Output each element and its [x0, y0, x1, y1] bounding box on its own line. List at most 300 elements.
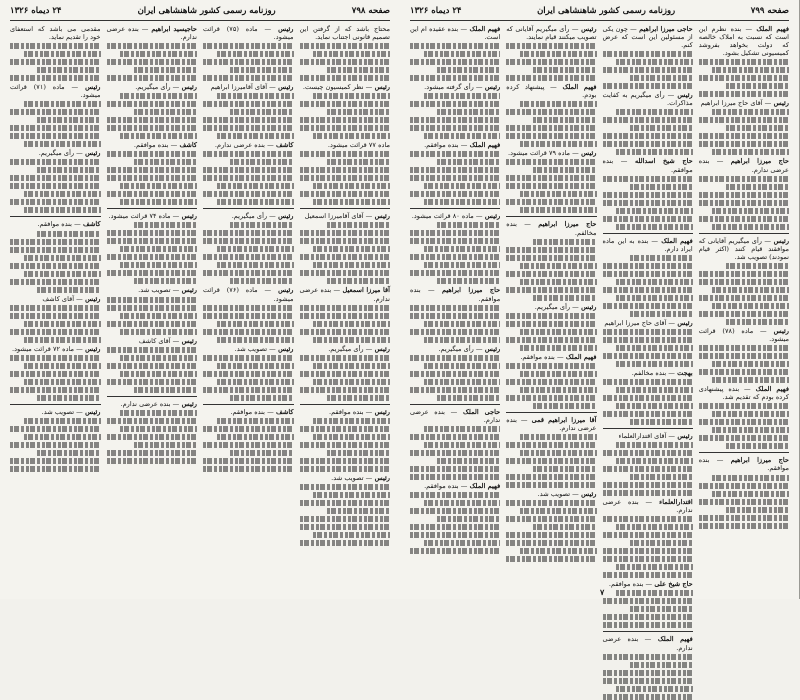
paragraph-text: — ماده (۷۵) قرائت میشود.: [203, 25, 294, 42]
text-line-texture: [616, 59, 693, 65]
text-line-texture: [699, 435, 789, 441]
text-line-texture: [603, 622, 693, 628]
text-line-texture: [699, 279, 789, 285]
text-line-texture: [410, 305, 500, 311]
left-page-number: ۷: [600, 587, 605, 597]
text-line-texture: [24, 207, 101, 213]
text-line-texture: [410, 117, 500, 123]
text-line-texture: [506, 516, 596, 522]
column-paragraph: [203, 25, 294, 41]
text-line-texture: [506, 183, 596, 189]
column-rule: [603, 233, 693, 234]
column-paragraph: [203, 83, 294, 91]
text-line-texture: [107, 117, 198, 123]
text-line-texture: [506, 255, 596, 261]
text-line-texture: [300, 151, 391, 157]
text-line-texture: [313, 183, 390, 189]
column-paragraph: [410, 345, 500, 353]
paragraph-text: — بنده مخالفم.: [506, 220, 597, 237]
text-line-texture: [120, 426, 197, 432]
text-line-texture: [120, 133, 197, 139]
text-line-texture: [230, 395, 293, 401]
text-line-texture: [410, 43, 500, 49]
text-line-texture: [230, 222, 293, 228]
speaker-name: فهیم الملک: [651, 635, 693, 644]
text-line-texture: [327, 109, 390, 115]
text-line-texture: [506, 133, 596, 139]
right-columns: [10, 25, 390, 585]
text-line-texture: [506, 313, 596, 319]
text-line-texture: [630, 419, 693, 425]
text-line-texture: [699, 200, 789, 206]
speaker-name: رئیس: [82, 149, 101, 158]
text-line-texture: [217, 418, 294, 424]
column-paragraph: [410, 83, 500, 91]
text-line-texture: [10, 279, 101, 285]
left-column-4: [410, 25, 500, 585]
text-line-texture: [217, 51, 294, 57]
column-paragraph: [203, 345, 294, 353]
text-line-texture: [630, 255, 693, 261]
text-line-texture: [699, 403, 789, 409]
speaker-name: فهیم الملک: [563, 352, 597, 361]
text-line-texture: [520, 548, 597, 554]
text-line-texture: [300, 191, 391, 197]
paragraph-text: — رأی میگیریم.: [438, 344, 483, 353]
text-line-texture: [134, 387, 197, 393]
text-line-texture: [203, 426, 294, 432]
text-line-texture: [203, 191, 294, 197]
text-line-texture: [699, 419, 789, 425]
text-line-texture: [616, 295, 693, 301]
text-line-texture: [437, 222, 500, 228]
text-line-texture: [699, 295, 789, 301]
text-line-texture: [300, 329, 391, 335]
text-line-texture: [616, 442, 693, 448]
text-line-texture: [107, 363, 198, 369]
text-line-texture: [506, 75, 596, 81]
speaker-name: رئیس: [482, 83, 501, 92]
left-page: [400, 0, 800, 652]
text-line-texture: [699, 117, 789, 123]
text-line-texture: [24, 379, 101, 385]
text-line-texture: [300, 75, 391, 81]
text-line-texture: [699, 483, 789, 489]
text-line-texture: [300, 524, 391, 530]
speaker-name: فهیم الملک: [467, 141, 501, 150]
right-running-head: [10, 6, 390, 21]
speaker-name: کاشف: [177, 141, 197, 150]
text-line-texture: [313, 363, 390, 369]
text-line-texture: [300, 270, 391, 276]
paragraph-text: — ماده ۷۹ قرائت میشود.: [508, 149, 579, 158]
text-line-texture: [630, 75, 693, 81]
left-header-title: روزنامه رسمی کشور شاهنشاهی ایران: [537, 6, 676, 16]
paragraph-text: — آقای کاشف: [42, 294, 83, 303]
text-line-texture: [10, 159, 101, 165]
speaker-name: رئیس: [372, 344, 390, 353]
text-line-texture: [506, 59, 596, 65]
text-line-texture: [437, 516, 500, 522]
column-paragraph: [506, 416, 596, 432]
paragraph-text: — بنده موافقم.: [133, 141, 178, 150]
text-line-texture: [120, 199, 197, 205]
text-line-texture: [24, 434, 101, 440]
text-line-texture: [134, 222, 197, 228]
text-line-texture: [712, 475, 789, 481]
speaker-name: رئیس: [82, 294, 101, 303]
paragraph-text: — رأی میگیریم آقایانی که تصویب میکنند قیام نمایند.: [506, 25, 597, 42]
text-line-texture: [410, 238, 500, 244]
paragraph-text: — بنده موافقم.: [520, 352, 564, 361]
column-paragraph: [410, 141, 500, 149]
right-header-date: ۲۴ دیماه ۱۳۲۶: [10, 6, 62, 16]
text-line-texture: [203, 75, 294, 81]
speaker-name: حاج میرزا ابراهیم: [723, 157, 789, 166]
right-column-1: [300, 25, 391, 585]
paragraph-text: — ماده (۷۸) قرائت میشود.: [698, 326, 789, 344]
text-line-texture: [726, 184, 789, 190]
text-line-texture: [10, 133, 101, 139]
column-paragraph: [506, 490, 596, 498]
text-line-texture: [24, 101, 101, 107]
text-line-texture: [616, 524, 693, 530]
text-line-texture: [437, 458, 500, 464]
text-line-texture: [203, 371, 294, 377]
left-header-date: ۲۴ دیماه ۱۳۲۶: [410, 6, 462, 16]
text-line-texture: [699, 192, 789, 198]
text-line-texture: [424, 51, 501, 57]
paragraph-text: — بنده به این ماده ایراد دارم.: [602, 236, 693, 253]
text-line-texture: [603, 598, 693, 604]
text-line-texture: [520, 101, 597, 107]
text-line-texture: [313, 418, 390, 424]
text-line-texture: [37, 395, 100, 401]
column-rule: [410, 208, 500, 209]
text-line-texture: [107, 191, 198, 197]
text-line-texture: [24, 51, 101, 57]
text-line-texture: [410, 230, 500, 236]
text-line-texture: [10, 109, 101, 115]
column-paragraph: [603, 25, 693, 49]
text-line-texture: [712, 491, 789, 497]
column-paragraph: [107, 337, 198, 345]
text-line-texture: [107, 101, 198, 107]
speaker-name: رئیس: [275, 83, 294, 92]
text-line-texture: [603, 614, 693, 620]
text-line-texture: [107, 297, 198, 303]
text-line-texture: [437, 159, 500, 165]
text-line-texture: [107, 175, 198, 181]
speaker-name: حاجی الملک: [457, 407, 501, 416]
text-line-texture: [603, 287, 693, 293]
column-rule: [300, 404, 391, 405]
speaker-name: رئیس: [82, 407, 101, 416]
text-line-texture: [506, 175, 596, 181]
paragraph-text: — بنده عرضی ندارم.: [120, 399, 180, 408]
text-line-texture: [533, 524, 596, 530]
text-line-texture: [203, 167, 294, 173]
text-line-texture: [203, 270, 294, 276]
text-line-texture: [300, 43, 391, 49]
text-line-texture: [203, 305, 294, 311]
text-line-texture: [24, 363, 101, 369]
text-line-texture: [603, 490, 693, 496]
text-line-texture: [230, 109, 293, 115]
speaker-name: آقا میرزا اسمعیل: [340, 286, 390, 295]
text-line-texture: [603, 192, 693, 198]
text-line-texture: [10, 239, 101, 245]
text-line-texture: [300, 426, 391, 432]
text-line-texture: [533, 239, 596, 245]
speaker-name: رئیس: [770, 236, 789, 245]
paragraph-text: — بنده عرضی ندارم.: [214, 141, 274, 150]
speaker-name: رئیس: [372, 407, 390, 416]
text-line-texture: [726, 507, 789, 513]
text-line-texture: [616, 686, 693, 692]
paragraph-text: — بنده عرضی ندارم.: [299, 286, 390, 303]
speaker-name: فهیم الملک: [467, 25, 501, 33]
text-line-texture: [603, 337, 693, 343]
text-line-texture: [506, 363, 596, 369]
text-line-texture: [520, 191, 597, 197]
text-line-texture: [313, 492, 390, 498]
paragraph-text: — بنده موافقم.: [230, 407, 274, 416]
text-line-texture: [203, 151, 294, 157]
text-line-texture: [10, 199, 101, 205]
text-line-texture: [603, 532, 693, 538]
text-line-texture: [520, 387, 597, 393]
text-line-texture: [107, 43, 198, 49]
text-line-texture: [203, 313, 294, 319]
text-line-texture: [300, 59, 391, 65]
text-line-texture: [203, 442, 294, 448]
column-rule: [410, 404, 500, 405]
text-line-texture: [630, 125, 693, 131]
text-line-texture: [313, 434, 390, 440]
text-line-texture: [424, 442, 501, 448]
speaker-name: فهیم الملک: [556, 83, 597, 92]
text-line-texture: [410, 191, 500, 197]
speaker-name: حاج میرزا ابراهیم: [723, 456, 789, 465]
text-line-texture: [699, 216, 789, 222]
column-paragraph: [10, 25, 101, 41]
text-line-texture: [616, 590, 693, 596]
text-line-texture: [300, 516, 391, 522]
text-line-texture: [327, 67, 390, 73]
text-line-texture: [603, 482, 693, 488]
column-paragraph: [506, 303, 596, 311]
text-line-texture: [603, 670, 693, 676]
column-paragraph: [107, 25, 198, 41]
text-line-texture: [107, 458, 198, 464]
text-line-texture: [506, 540, 596, 546]
text-line-texture: [300, 125, 391, 131]
text-line-texture: [10, 263, 101, 269]
text-line-texture: [107, 75, 198, 81]
text-line-texture: [616, 345, 693, 351]
text-line-texture: [533, 295, 596, 301]
text-line-texture: [203, 329, 294, 335]
text-line-texture: [107, 59, 198, 65]
speaker-name: حاج شیخ اسدالله: [627, 157, 693, 166]
text-line-texture: [120, 246, 197, 252]
paragraph-text: — بنده موافقم.: [698, 456, 789, 473]
text-line-texture: [120, 262, 197, 268]
text-line-texture: [712, 427, 789, 433]
text-line-texture: [603, 572, 693, 578]
text-line-texture: [712, 208, 789, 214]
speaker-name: حاجیسید ابراهیم: [148, 25, 197, 33]
column-paragraph: [300, 141, 391, 149]
text-line-texture: [424, 246, 501, 252]
text-line-texture: [616, 564, 693, 570]
column-paragraph: [603, 369, 693, 377]
text-line-texture: [616, 458, 693, 464]
column-rule: [603, 631, 693, 632]
text-line-texture: [24, 418, 101, 424]
text-line-texture: [712, 287, 789, 293]
text-line-texture: [712, 224, 789, 230]
text-line-texture: [712, 361, 789, 367]
speaker-name: رئیس: [275, 212, 294, 221]
text-line-texture: [603, 548, 693, 554]
text-line-texture: [630, 540, 693, 546]
text-line-texture: [712, 377, 789, 383]
text-line-texture: [203, 101, 294, 107]
text-line-texture: [217, 133, 294, 139]
text-line-texture: [603, 303, 693, 309]
text-line-texture: [300, 305, 391, 311]
column-paragraph: [10, 295, 101, 303]
speaker-name: رئیس: [578, 302, 597, 311]
text-line-texture: [726, 319, 789, 325]
text-line-texture: [10, 59, 101, 65]
text-line-texture: [107, 321, 198, 327]
text-line-texture: [203, 117, 294, 123]
speaker-name: رئیس: [482, 212, 501, 221]
paragraph-text: — آقای اقتدارالعلماء: [618, 432, 676, 441]
speaker-name: رئیس: [578, 490, 597, 499]
text-line-texture: [506, 199, 596, 205]
text-line-texture: [506, 109, 596, 115]
text-line-texture: [107, 230, 198, 236]
text-line-texture: [120, 371, 197, 377]
text-line-texture: [300, 117, 391, 123]
column-paragraph: [107, 212, 198, 220]
text-line-texture: [217, 199, 294, 205]
text-line-texture: [37, 67, 100, 73]
paragraph-text: — بنده عرضی ندارم.: [506, 415, 597, 432]
text-line-texture: [327, 222, 390, 228]
paragraph-text: — بنده عرضی ندارم.: [410, 407, 501, 424]
text-line-texture: [107, 434, 198, 440]
column-paragraph: [506, 25, 596, 41]
speaker-name: کاشف: [273, 141, 294, 150]
column-paragraph: [506, 220, 596, 236]
speaker-name: رئیس: [766, 326, 789, 335]
paragraph-text: — تصویب شد.: [138, 286, 180, 295]
text-line-texture: [506, 442, 596, 448]
text-line-texture: [506, 532, 596, 538]
text-line-texture: [520, 141, 597, 147]
paragraph-text: — بنده موافقم.: [608, 580, 653, 589]
column-paragraph: [699, 327, 789, 343]
speaker-name: فهیم الملک: [657, 236, 693, 245]
text-line-texture: [726, 83, 789, 89]
text-line-texture: [107, 151, 198, 157]
paragraph-text: — تصویب شد.: [234, 344, 276, 353]
text-line-texture: [300, 355, 391, 361]
text-line-texture: [410, 548, 500, 554]
text-line-texture: [699, 515, 789, 521]
paragraph-text: — تصویب شد.: [331, 473, 373, 482]
paragraph-text: — آقای حاج میرزا ابراهیم: [604, 318, 676, 327]
text-line-texture: [410, 474, 500, 480]
text-line-texture: [506, 500, 596, 506]
text-line-texture: [630, 311, 693, 317]
column-rule: [699, 233, 789, 234]
column-paragraph: [410, 482, 500, 490]
text-line-texture: [120, 410, 197, 416]
text-line-texture: [120, 355, 197, 361]
left-column-1: [699, 25, 789, 585]
text-line-texture: [699, 353, 789, 359]
text-line-texture: [24, 271, 101, 277]
text-line-texture: [327, 395, 390, 401]
text-line-texture: [313, 379, 390, 385]
text-line-texture: [410, 101, 500, 107]
text-line-texture: [107, 379, 198, 385]
text-line-texture: [230, 159, 293, 165]
text-line-texture: [203, 355, 294, 361]
column-paragraph: [300, 345, 391, 353]
text-line-texture: [699, 176, 789, 182]
text-line-texture: [410, 387, 500, 393]
text-line-texture: [616, 149, 693, 155]
column-paragraph: [203, 408, 294, 416]
paragraph-text: — رأی میگیریم.: [534, 302, 579, 311]
text-line-texture: [203, 238, 294, 244]
text-line-texture: [203, 125, 294, 131]
speaker-name: حاجی میرزا ابراهیم: [636, 25, 693, 33]
speaker-name: بهجت: [674, 368, 693, 377]
text-line-texture: [217, 337, 294, 343]
text-line-texture: [630, 184, 693, 190]
text-line-texture: [506, 43, 596, 49]
text-line-texture: [712, 149, 789, 155]
paragraph-text: — رأی میگیریم.: [135, 83, 180, 92]
right-header-title: روزنامه رسمی کشور شاهنشاهی ایران: [137, 6, 276, 16]
paragraph-text: — نظر کمیسیون چیست.: [302, 83, 373, 92]
speaker-name: کاشف: [80, 220, 101, 229]
text-line-texture: [437, 278, 500, 284]
paragraph-text: — بنده عرضی ندارم.: [602, 498, 693, 515]
text-line-texture: [699, 345, 789, 351]
column-rule: [10, 404, 101, 405]
speaker-name: رئیس: [78, 83, 101, 92]
text-line-texture: [520, 450, 597, 456]
paragraph-text: — بنده عرضی ندارم.: [106, 25, 197, 42]
column-rule: [107, 396, 198, 397]
text-line-texture: [506, 395, 596, 401]
speaker-name: فهیم الملک: [752, 25, 789, 33]
speaker-name: رئیس: [578, 25, 597, 33]
text-line-texture: [699, 59, 789, 65]
column-paragraph: [603, 635, 693, 651]
text-line-texture: [520, 51, 597, 57]
text-line-texture: [217, 246, 294, 252]
